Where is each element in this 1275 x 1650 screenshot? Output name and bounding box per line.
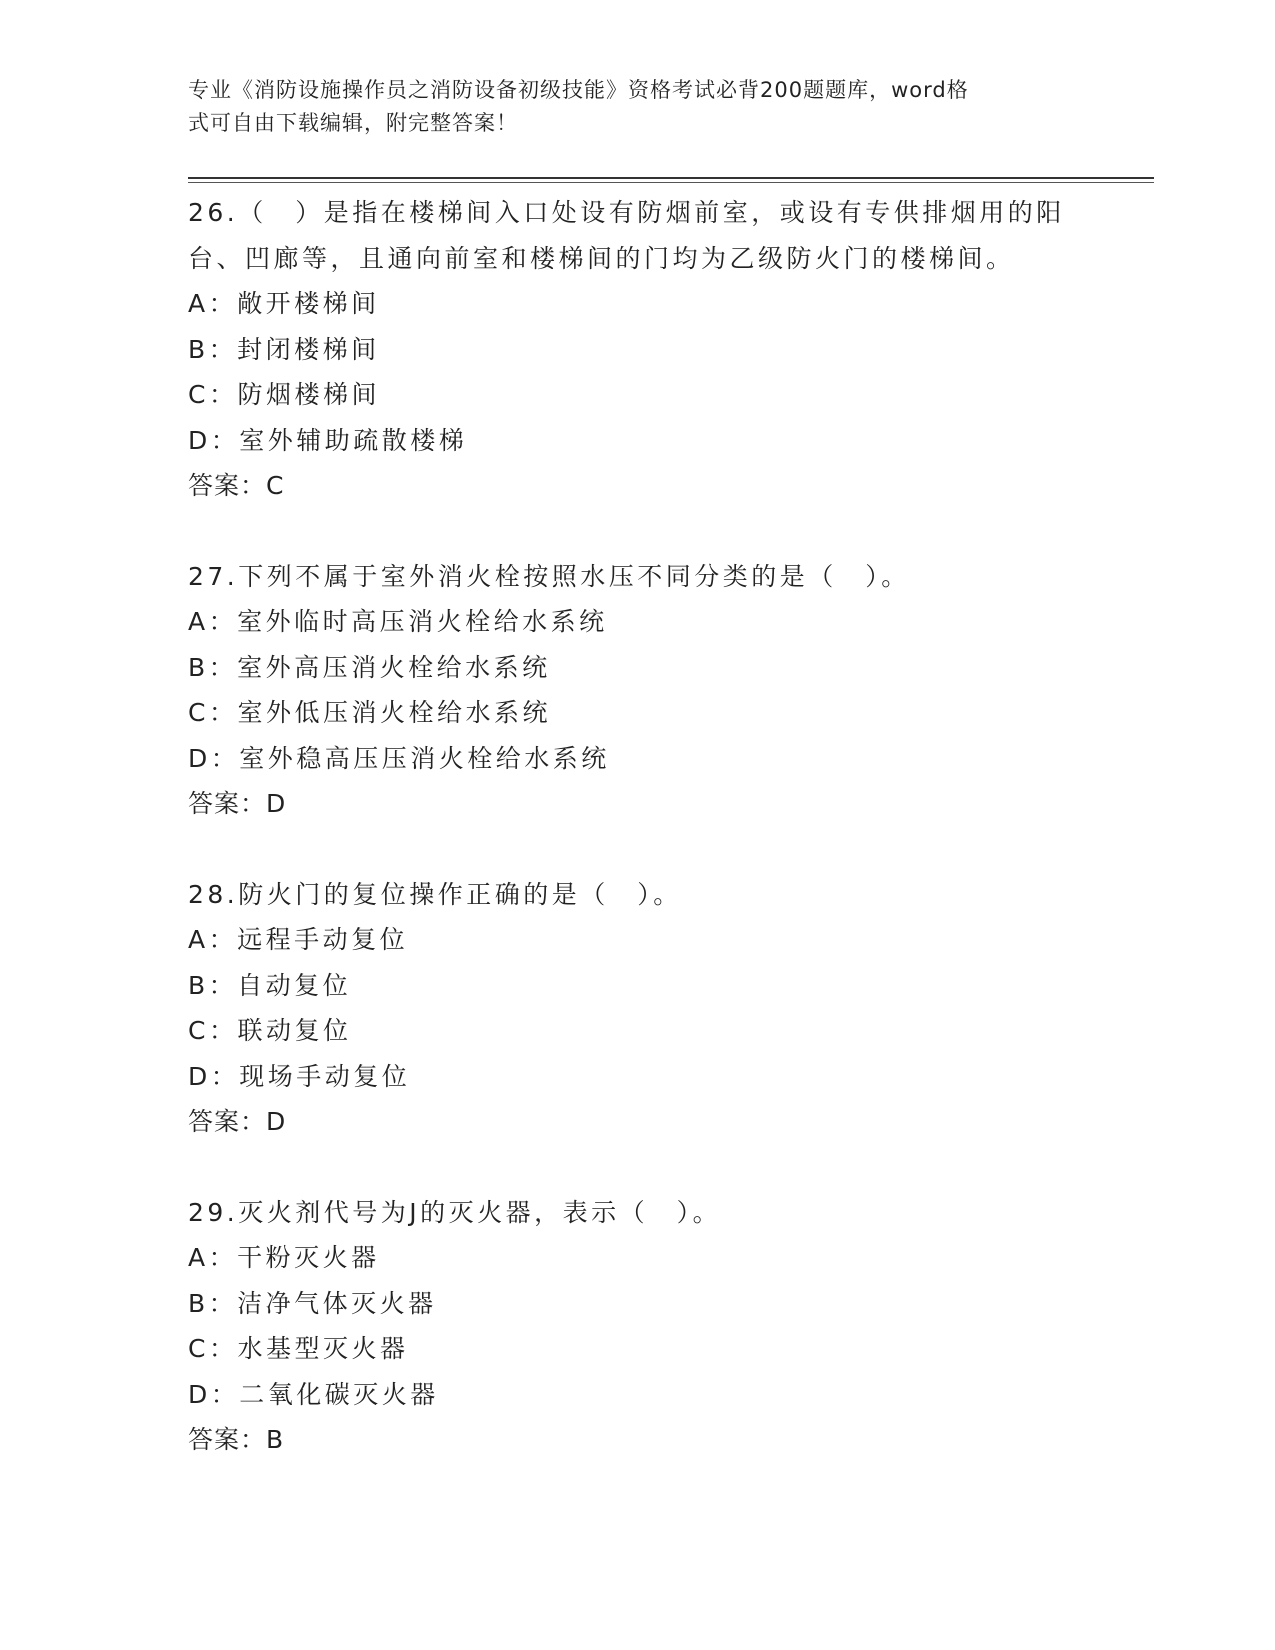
option-a: A：敞开楼梯间 — [188, 289, 380, 318]
option-c: C：联动复位 — [188, 1016, 352, 1045]
question-stem-line: 26.（ ）是指在楼梯间入口处设有防烟前室，或设有专供排烟用的阳 — [188, 198, 1065, 227]
question-29 — [188, 1190, 1088, 1463]
option-d: D：现场手动复位 — [188, 1061, 411, 1091]
question-list — [188, 190, 1088, 1463]
question-spacer — [188, 509, 1088, 554]
question-stem-line: 27.下列不属于室外消火栓按照水压不同分类的是（ ）。 — [188, 561, 910, 591]
question-spacer — [188, 1145, 1088, 1190]
answer-line: 答案：D — [188, 789, 287, 818]
option-b: B：封闭楼梯间 — [188, 334, 380, 364]
option-a: A：干粉灭火器 — [188, 1243, 380, 1272]
header-line-1: 专业《消防设施操作员之消防设备初级技能》资格考试必背200题题库，word格 — [188, 78, 969, 102]
option-c: C：室外低压消火栓给水系统 — [188, 698, 551, 727]
option-b: B：室外高压消火栓给水系统 — [188, 652, 551, 682]
header-divider-thick — [188, 177, 1154, 179]
question-spacer — [188, 827, 1088, 872]
question-27 — [188, 554, 1088, 827]
question-stem-line: 29.灭火剂代号为J的灭火器，表示（ ）。 — [188, 1197, 722, 1227]
option-a: A：远程手动复位 — [188, 925, 409, 954]
option-b: B：洁净气体灭火器 — [188, 1288, 437, 1318]
header-divider-thin — [188, 182, 1154, 183]
option-c: C：水基型灭火器 — [188, 1334, 409, 1363]
answer-line: 答案：C — [188, 471, 285, 500]
option-d: D：室外辅助疏散楼梯 — [188, 425, 468, 455]
question-28 — [188, 872, 1088, 1145]
answer-line: 答案：B — [188, 1425, 285, 1454]
question-26 — [188, 190, 1088, 509]
document-header — [188, 74, 1068, 140]
option-d: D：室外稳高压压消火栓给水系统 — [188, 743, 610, 773]
header-line-2: 式可自由下载编辑，附完整答案！ — [188, 111, 518, 135]
option-b: B：自动复位 — [188, 970, 352, 1000]
answer-line: 答案：D — [188, 1107, 287, 1136]
option-d: D：二氧化碳灭火器 — [188, 1379, 439, 1409]
option-c: C：防烟楼梯间 — [188, 380, 380, 409]
question-stem-line: 28.防火门的复位操作正确的是（ ）。 — [188, 879, 682, 909]
option-a: A：室外临时高压消火栓给水系统 — [188, 607, 608, 636]
question-stem-line: 台、凹廊等，且通向前室和楼梯间的门均为乙级防火门的楼梯间。 — [188, 243, 1015, 273]
